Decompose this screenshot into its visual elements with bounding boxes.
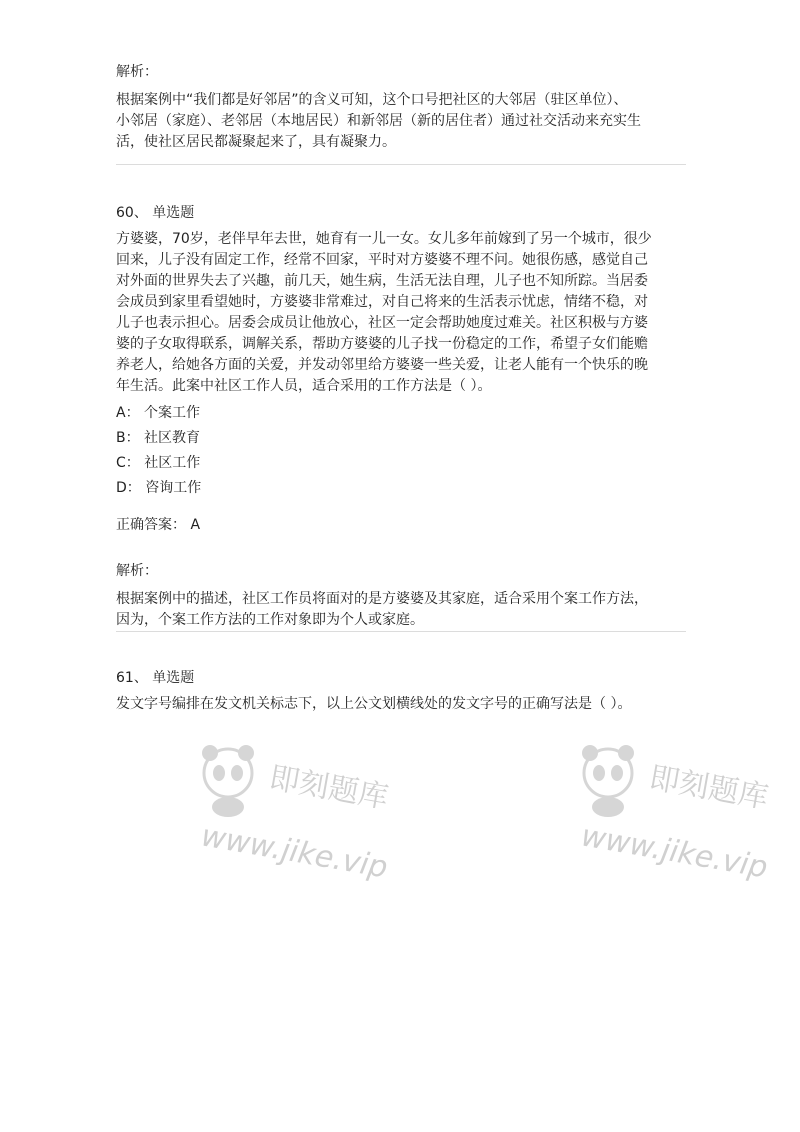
question-61 [116, 668, 688, 715]
panda-logo-icon [190, 735, 420, 885]
stem-line: 发文字号编排在发文机关标志下，以上公文划横线处的发文字号的正确写法是（ ）。 [116, 696, 632, 712]
stem-line: 对外面的世界失去了兴趣，前几天，她生病，生活无法自理，儿子也不知所踪。当居委 [116, 273, 648, 289]
analysis-label: 解析： [116, 563, 158, 579]
section-divider [116, 631, 686, 632]
watermark-brand: 即刻题库 [266, 760, 391, 816]
question-header: 60、 单选题 [116, 205, 195, 221]
stem-line: 年生活。此案中社区工作人员，适合采用的工作方法是（ ）。 [116, 378, 492, 394]
stem-line: 方婆婆，70岁，老伴早年去世，她育有一儿一女。女儿多年前嫁到了另一个城市，很少 [116, 231, 652, 247]
watermark-url: www.jike.vip [578, 818, 771, 886]
analysis-line: 根据案例中“我们都是好邻居”的含义可知，这个口号把社区的大邻居（驻区单位）、 [116, 92, 628, 108]
question-header: 61、 单选题 [116, 670, 195, 686]
stem-line: 回来，儿子没有固定工作，经常不回家，平时对方婆婆不理不问。她很伤感，感觉自己 [116, 252, 648, 268]
watermark-brand: 即刻题库 [646, 760, 771, 816]
watermark-stamp [190, 735, 420, 885]
analysis-line: 根据案例中的描述，社区工作员将面对的是方婆婆及其家庭，适合采用个案工作方法， [116, 591, 648, 607]
stem-line: 儿子也表示担心。居委会成员让他放心，社区一定会帮助她度过难关。社区积极与方婆 [116, 315, 648, 331]
q59-analysis [116, 62, 688, 153]
analysis-line: 因为，个案工作方法的工作对象即为个人或家庭。 [116, 612, 424, 628]
question-60 [116, 203, 688, 631]
option-b: B： 社区教育 [116, 430, 201, 446]
analysis-label: 解析： [116, 64, 158, 80]
watermark-url: www.jike.vip [198, 818, 391, 886]
analysis-line: 小邻居（家庭）、老邻居（本地居民）和新邻居（新的居住者）通过社交活动来充实生 [116, 113, 641, 129]
option-c: C： 社区工作 [116, 455, 201, 471]
section-divider [116, 164, 686, 165]
answer-options [116, 403, 688, 498]
analysis-line: 活，使社区居民都凝聚起来了，具有凝聚力。 [116, 134, 396, 150]
stem-line: 婆的子女取得联系，调解关系，帮助方婆婆的儿子找一份稳定的工作，希望子女们能赡 [116, 336, 648, 352]
stem-line: 养老人，给她各方面的关爱，并发动邻里给方婆婆一些关爱，让老人能有一个快乐的晚 [116, 357, 648, 373]
option-a: A： 个案工作 [116, 405, 201, 421]
stem-line: 会成员到家里看望她时，方婆婆非常难过，对自己将来的生活表示忧虑，情绪不稳，对 [116, 294, 648, 310]
correct-answer: 正确答案： A [116, 517, 201, 533]
panda-logo-icon [570, 735, 800, 885]
question-stem [116, 229, 688, 397]
option-d: D： 咨询工作 [116, 480, 202, 496]
watermark-stamp [570, 735, 771, 886]
